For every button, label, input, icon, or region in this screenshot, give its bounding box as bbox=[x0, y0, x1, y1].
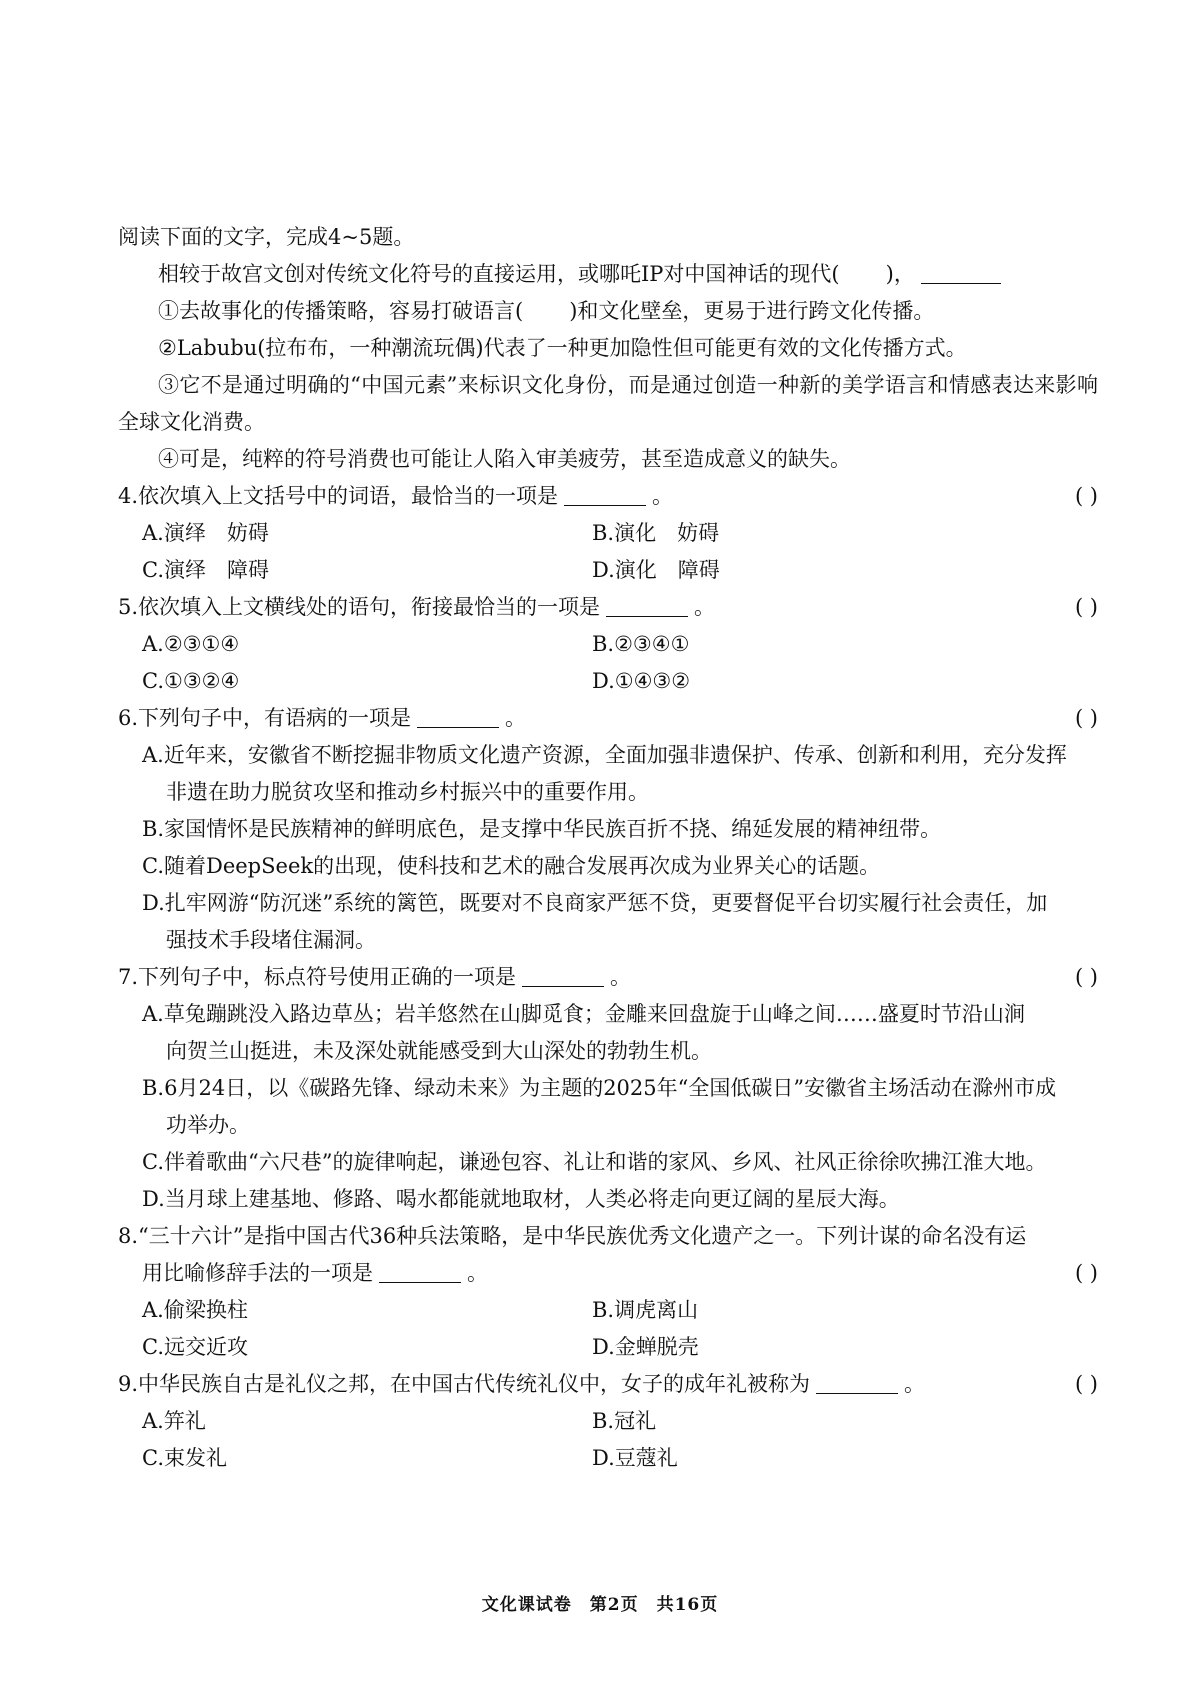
answer-blank bbox=[379, 1258, 461, 1283]
options bbox=[118, 996, 1098, 1218]
passage-sentence-3: ③它不是通过明确的“中国元素”来标识文化身份，而是通过创造一种新的美学语言和情感表达来影响全球文化消费。 bbox=[118, 373, 1098, 434]
question-stem-line-1: 8.“三十六计”是指中国古代36种兵法策略，是中华民族优秀文化遗产之一。下列计谋的命名没有运 bbox=[118, 1224, 1027, 1248]
stem-text: 4.依次填入上文括号中的词语，最恰当的一项是 bbox=[118, 484, 559, 508]
stem-text: 。 bbox=[467, 1261, 488, 1285]
option-a: A.偷梁换柱 bbox=[142, 1298, 248, 1322]
option-b: B.②③④① bbox=[592, 632, 690, 656]
option-a: A.笄礼 bbox=[142, 1409, 206, 1433]
option-b: B.冠礼 bbox=[592, 1409, 657, 1433]
options bbox=[118, 1292, 1098, 1366]
question-stem bbox=[118, 700, 1098, 737]
passage-text: 相较于故宫文创对传统文化符号的直接运用，或哪吒IP对中国神话的现代( bbox=[158, 262, 840, 286]
question-4 bbox=[118, 478, 1098, 589]
passage-text: )， bbox=[885, 262, 915, 286]
fill-blank-line bbox=[921, 259, 1001, 284]
stem-text: 。 bbox=[904, 1372, 926, 1396]
question-stem-line-2 bbox=[118, 1255, 1098, 1292]
option-b: B.6月24日，以《碳路先锋、绿动未来》为主题的2025年“全国低碳日”安徽省主场活动在滁州市成 bbox=[142, 1076, 1057, 1100]
option-a-continued: 非遗在助力脱贫攻坚和推动乡村振兴中的重要作用。 bbox=[166, 780, 649, 804]
answer-blank bbox=[606, 592, 688, 617]
answer-paren: ( ) bbox=[1074, 484, 1098, 508]
option-d: D.金蝉脱壳 bbox=[592, 1335, 699, 1359]
option-b: B.调虎离山 bbox=[592, 1298, 699, 1322]
passage-sentence-4: ④可是，纯粹的符号消费也可能让人陷入审美疲劳，甚至造成意义的缺失。 bbox=[158, 447, 851, 471]
stem-text: 。 bbox=[694, 595, 716, 619]
question-stem bbox=[118, 1366, 1098, 1403]
options bbox=[118, 1403, 1098, 1477]
answer-paren: ( ) bbox=[1074, 1261, 1098, 1285]
answer-paren: ( ) bbox=[1074, 965, 1098, 989]
options bbox=[118, 515, 1098, 589]
option-d: D.演化 障碍 bbox=[592, 558, 720, 582]
option-c: C.束发礼 bbox=[142, 1446, 227, 1470]
reading-instruction: 阅读下面的文字，完成4~5题。 bbox=[118, 225, 415, 249]
question-8 bbox=[118, 1218, 1098, 1366]
passage-sentence-1 bbox=[118, 293, 1098, 330]
option-b-continued: 功举办。 bbox=[166, 1113, 250, 1137]
question-5 bbox=[118, 589, 1098, 700]
question-stem bbox=[118, 589, 1098, 626]
stem-text: 9.中华民族自古是礼仪之邦，在中国古代传统礼仪中，女子的成年礼被称为 bbox=[118, 1372, 811, 1396]
passage-text: ①去故事化的传播策略，容易打破语言( bbox=[158, 299, 524, 323]
page-footer: 文化课试卷 第2页 共16页 bbox=[481, 1595, 719, 1615]
stem-text: 。 bbox=[505, 706, 527, 730]
option-c: C.随着DeepSeek的出现，使科技和艺术的融合发展再次成为业界关心的话题。 bbox=[142, 854, 881, 878]
option-d: D.当月球上建基地、修路、喝水都能就地取材，人类必将走向更辽阔的星辰大海。 bbox=[142, 1187, 900, 1211]
stem-text: 5.依次填入上文横线处的语句，衔接最恰当的一项是 bbox=[118, 595, 601, 619]
answer-paren: ( ) bbox=[1074, 706, 1098, 730]
stem-text: 用比喻修辞手法的一项是 bbox=[142, 1261, 373, 1285]
answer-blank bbox=[522, 962, 604, 987]
options bbox=[118, 626, 1098, 700]
answer-paren: ( ) bbox=[1074, 595, 1098, 619]
option-a: A.近年来，安徽省不断挖掘非物质文化遗产资源，全面加强非遗保护、传承、创新和利用，充分发挥 bbox=[142, 743, 1067, 767]
option-a: A.②③①④ bbox=[142, 632, 240, 656]
option-c: C.伴着歌曲“六尺巷”的旋律响起，谦逊包容、礼让和谐的家风、乡风、社风正徐徐吹拂江淮大地。 bbox=[142, 1150, 1047, 1174]
options bbox=[118, 737, 1098, 959]
exam-content bbox=[118, 219, 1098, 1477]
answer-blank bbox=[816, 1369, 898, 1394]
passage-text: )和文化壁垒，更易于进行跨文化传播。 bbox=[569, 299, 935, 323]
option-d: D.豆蔻礼 bbox=[592, 1446, 678, 1470]
question-6 bbox=[118, 700, 1098, 959]
stem-text: 。 bbox=[610, 965, 632, 989]
option-c: C.演绎 障碍 bbox=[142, 558, 269, 582]
option-c: C.远交近攻 bbox=[142, 1335, 248, 1359]
answer-paren: ( ) bbox=[1074, 1372, 1098, 1396]
passage-paragraph-1 bbox=[118, 256, 1098, 293]
option-d-continued: 强技术手段堵住漏洞。 bbox=[166, 928, 376, 952]
option-a-continued: 向贺兰山挺进，未及深处就能感受到大山深处的勃勃生机。 bbox=[166, 1039, 712, 1063]
option-d: D.扎牢网游“防沉迷”系统的篱笆，既要对不良商家严惩不贷，更要督促平台切实履行社会责任，加 bbox=[142, 891, 1048, 915]
answer-blank bbox=[417, 703, 499, 728]
stem-text: 6.下列句子中，有语病的一项是 bbox=[118, 706, 412, 730]
question-stem bbox=[118, 478, 1098, 515]
answer-blank bbox=[564, 481, 646, 506]
option-d: D.①④③② bbox=[592, 669, 691, 693]
question-9 bbox=[118, 1366, 1098, 1477]
option-b: B.演化 妨碍 bbox=[592, 521, 720, 545]
option-a: A.草兔蹦跳没入路边草丛；岩羊悠然在山脚觅食；金雕来回盘旋于山峰之间……盛夏时节沿山涧 bbox=[142, 1002, 1025, 1026]
option-c: C.①③②④ bbox=[142, 669, 240, 693]
passage-sentence-2: ②Labubu(拉布布，一种潮流玩偶)代表了一种更加隐性但可能更有效的文化传播方式。 bbox=[158, 336, 967, 360]
option-a: A.演绎 妨碍 bbox=[142, 521, 269, 545]
option-b: B.家国情怀是民族精神的鲜明底色，是支撑中华民族百折不挠、绵延发展的精神纽带。 bbox=[142, 817, 942, 841]
question-7 bbox=[118, 959, 1098, 1218]
question-stem bbox=[118, 959, 1098, 996]
stem-text: 。 bbox=[652, 484, 674, 508]
stem-text: 7.下列句子中，标点符号使用正确的一项是 bbox=[118, 965, 517, 989]
